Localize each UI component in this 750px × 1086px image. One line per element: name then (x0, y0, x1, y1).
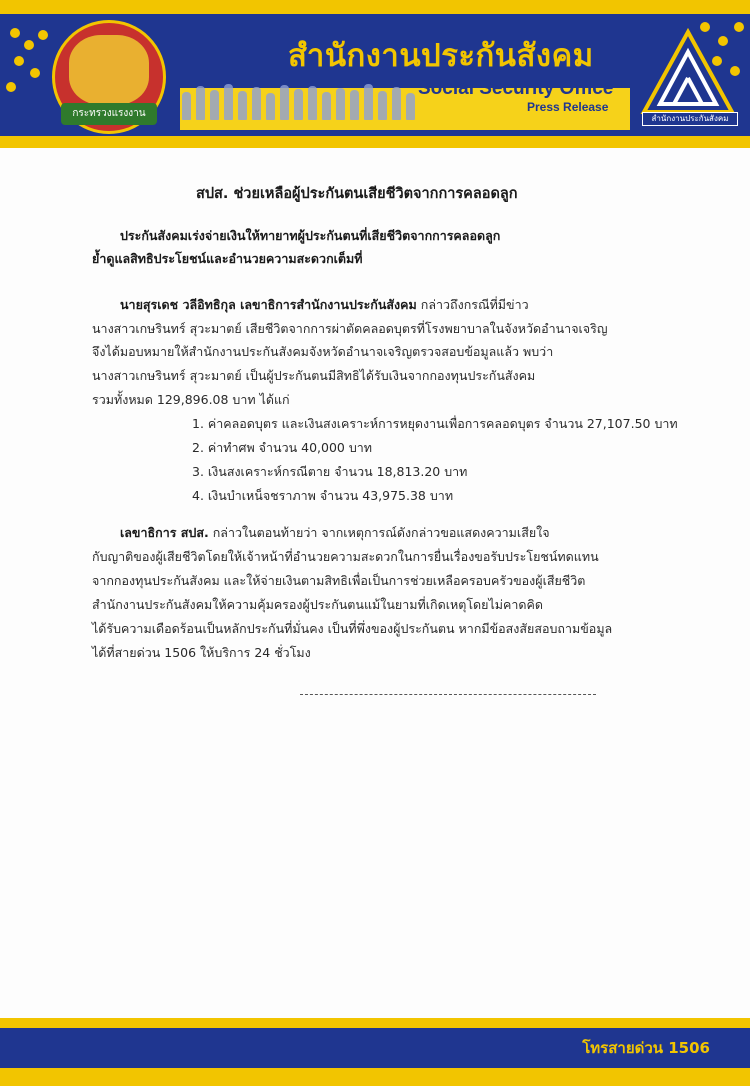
sso-logo-caption: สำนักงานประกันสังคม (642, 112, 738, 126)
press-title: สปส. ช่วยเหลือผู้ประกันตนเสียชีวิตจากการคลอดลูก (196, 186, 518, 202)
people-silhouettes (182, 80, 422, 120)
footer-bottom-strip (0, 1068, 750, 1086)
paragraph-1-line-1 (120, 295, 529, 315)
secretary-title: เลขาธิการ สปส. (120, 525, 209, 540)
letterhead (0, 0, 750, 150)
paragraph-2-line-6: ได้ที่สายด่วน 1506 ให้บริการ 24 ชั่วโมง (92, 645, 311, 660)
benefit-item-1: 1. ค่าคลอดบุตร และเงินสงเคราะห์การหยุดงานเพื่อการคลอดบุตร จำนวน 27,107.50 บาท (192, 416, 678, 431)
subtitle-line-1: ประกันสังคมเร่งจ่ายเงินให้ทายาทผู้ประกันตนที่เสียชีวิตจากการคลอดลูก (120, 228, 501, 243)
paragraph-2-line-1-text: กล่าวในตอนท้ายว่า จากเหตุการณ์ดังกล่าวขอแสดงความเสียใจ (212, 525, 550, 540)
paragraph-2-line-1 (120, 523, 550, 543)
emblem-figures (69, 35, 149, 105)
benefit-item-3: 3. เงินสงเคราะห์กรณีตาย จำนวน 18,813.20 บาท (192, 464, 468, 479)
paragraph-1-line-4: นางสาวเกษรินทร์ สุวะมาตย์ เป็นผู้ประกันตนมีสิทธิได้รับเงินจากกองทุนประกันสังคม (92, 368, 536, 383)
benefit-item-4: 4. เงินบำเหน็จชราภาพ จำนวน 43,975.38 บาท (192, 488, 454, 503)
paragraph-2-line-3: จากกองทุนประกันสังคม และให้จ่ายเงินตามสิทธิเพื่อเป็นการช่วยเหลือครอบครัวของผู้เสียชีวิต (92, 573, 586, 588)
header-bottom-strip (0, 136, 750, 148)
paragraph-1-line-5: รวมทั้งหมด 129,896.08 บาท ได้แก่ (92, 392, 290, 407)
emblem-ribbon: กระทรวงแรงงาน (61, 103, 157, 125)
benefit-item-2: 2. ค่าทำศพ จำนวน 40,000 บาท (192, 440, 373, 455)
paragraph-2-line-2: กับญาติของผู้เสียชีวิตโดยให้เจ้าหน้าที่อำนวยความสะดวกในการยื่นเรื่องขอรับประโยชน์ทดแทน (92, 549, 599, 564)
office-name-th: สำนักงานประกันสังคม (288, 38, 594, 74)
end-divider (300, 694, 596, 695)
doc-type: Press Release (527, 100, 609, 114)
header-top-strip (0, 0, 750, 14)
hotline-text: โทรสายด่วน 1506 (582, 1039, 710, 1057)
office-name-en: Social Security Office (418, 78, 614, 99)
footer-top-strip (0, 1018, 750, 1028)
paragraph-2-line-5: ได้รับความเดือดร้อนเป็นหลักประกันที่มั่นคง เป็นที่พึ่งของผู้ประกันตน หากมีข้อสงสัยสอบถามข้อมูล (92, 621, 613, 636)
paragraph-2-line-4: สำนักงานประกันสังคมให้ความคุ้มครองผู้ประกันตนแม้ในยามที่เกิดเหตุโดยไม่คาดคิด (92, 597, 543, 612)
spokesperson-name: นายสุรเดช วลีอิทธิกุล เลขาธิการสำนักงานประกันสังคม (120, 297, 417, 312)
subtitle-line-2: ย้ำดูแลสิทธิประโยชน์และอำนวยความสะดวกเต็มที่ (92, 251, 363, 266)
paragraph-1-line-1-text: กล่าวถึงกรณีที่มีข่าว (420, 297, 529, 312)
ministry-emblem (52, 20, 166, 134)
paragraph-1-line-2: นางสาวเกษรินทร์ สุวะมาตย์ เสียชีวิตจากการผ่าตัดคลอดบุตรที่โรงพยาบาลในจังหวัดอำนาจเจริญ (92, 321, 608, 336)
paragraph-1-line-3: จึงได้มอบหมายให้สำนักงานประกันสังคมจังหวัดอำนาจเจริญตรวจสอบข้อมูลแล้ว พบว่า (92, 344, 554, 359)
